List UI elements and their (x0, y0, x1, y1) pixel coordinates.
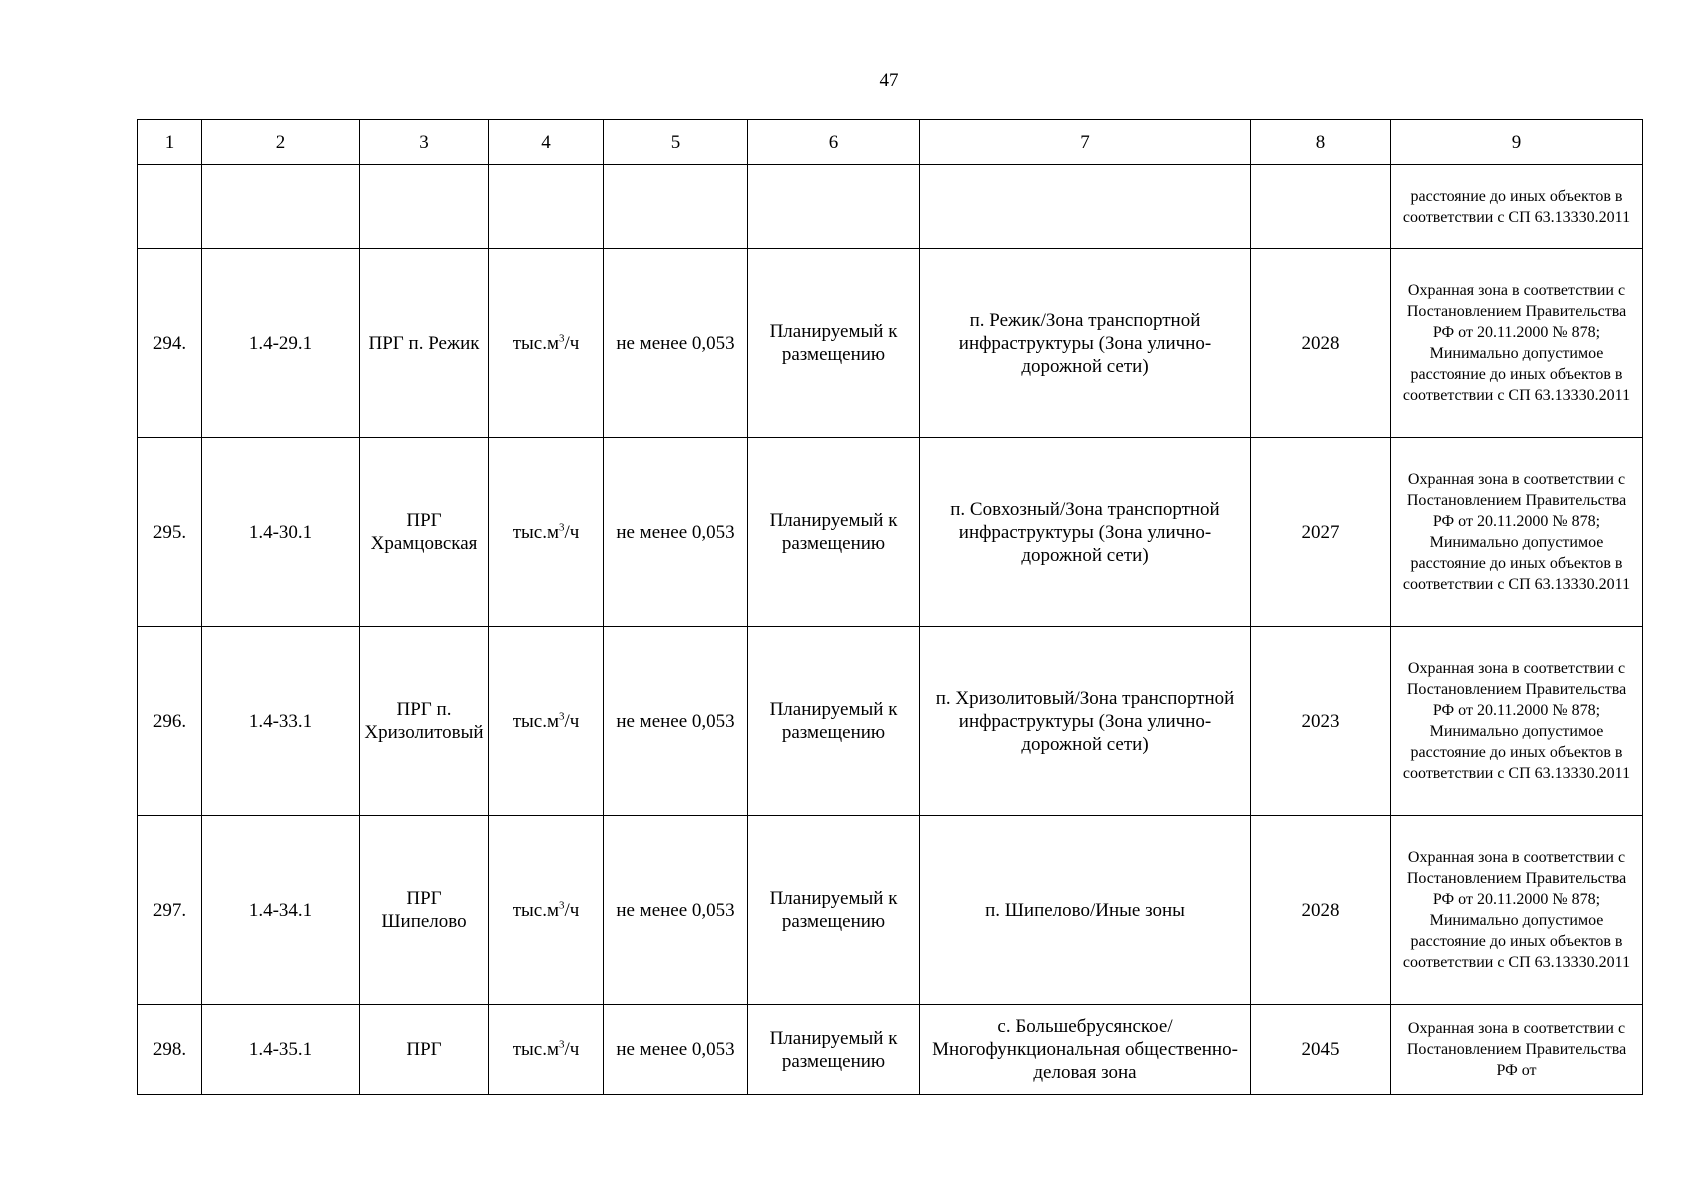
location-cell: п. Режик/Зона транспортной инфраструктуры (Зона улично-дорожной сети) (920, 249, 1251, 438)
unit-prefix: тыс.м (512, 332, 559, 354)
page-number: 47 (879, 70, 899, 91)
unit-prefix: тыс.м (512, 1039, 559, 1060)
header-row (138, 120, 1643, 165)
table-row (138, 249, 1643, 438)
notes-cell: Охранная зона в соответствии с Постановлением Правительства РФ от 20.11.2000 № 878; Минимально допустимое расстояние до иных объектов в соответствии с СП 63.13330.2011 (1391, 438, 1643, 627)
row-number-cell: 297. (138, 816, 202, 1005)
unit-cell (489, 816, 604, 1005)
header-cell: 6 (748, 120, 920, 165)
year-cell: 2028 (1251, 249, 1391, 438)
table-row (138, 438, 1643, 627)
header-cell: 7 (920, 120, 1251, 165)
empty-cell (604, 165, 748, 249)
unit-superscript: 3 (558, 521, 565, 534)
empty-cell (1251, 165, 1391, 249)
notes-cell: Охранная зона в соответствии с Постановлением Правительства РФ от 20.11.2000 № 878; Минимально допустимое расстояние до иных объектов в соответствии с СП 63.13330.2011 (1391, 816, 1643, 1005)
location-cell: с. Большебрусянское/Многофункциональная общественно-деловая зона (920, 1005, 1251, 1095)
row-number-cell: 295. (138, 438, 202, 627)
name-cell: ПРГ Храмцовская (360, 438, 489, 627)
row-number-cell: 296. (138, 627, 202, 816)
empty-cell (748, 165, 920, 249)
location-cell: п. Совхозный/Зона транспортной инфраструктуры (Зона улично-дорожной сети) (920, 438, 1251, 627)
notes-cell: расстояние до иных объектов в соответствии с СП 63.13330.2011 (1391, 165, 1643, 249)
header-cell: 1 (138, 120, 202, 165)
code-cell: 1.4-30.1 (202, 438, 360, 627)
code-cell: 1.4-35.1 (202, 1005, 360, 1095)
unit-suffix: /ч (564, 710, 580, 732)
status-cell: Планируемый к размещению (748, 249, 920, 438)
capacity-cell: не менее 0,053 (604, 816, 748, 1005)
status-cell: Планируемый к размещению (748, 438, 920, 627)
header-cell: 9 (1391, 120, 1643, 165)
header-cell: 5 (604, 120, 748, 165)
objects-table (137, 119, 1643, 1095)
table-row (138, 627, 1643, 816)
unit-cell (489, 1005, 604, 1095)
notes-cell: Охранная зона в соответствии с Постановлением Правительства РФ от 20.11.2000 № 878; Минимально допустимое расстояние до иных объектов в соответствии с СП 63.13330.2011 (1391, 627, 1643, 816)
continuation-row (138, 165, 1643, 249)
unit-prefix: тыс.м (512, 710, 559, 732)
unit-suffix: /ч (564, 899, 580, 921)
location-cell: п. Шипелово/Иные зоны (920, 816, 1251, 1005)
capacity-cell: не менее 0,053 (604, 627, 748, 816)
unit-superscript: 3 (558, 899, 565, 912)
status-cell: Планируемый к размещению (748, 1005, 920, 1095)
row-number-cell: 294. (138, 249, 202, 438)
unit-suffix: /ч (564, 1039, 580, 1060)
year-cell: 2023 (1251, 627, 1391, 816)
empty-cell (360, 165, 489, 249)
code-cell: 1.4-29.1 (202, 249, 360, 438)
unit-prefix: тыс.м (512, 521, 559, 543)
name-cell: ПРГ п. Режик (360, 249, 489, 438)
name-cell: ПРГ (360, 1005, 489, 1095)
row-number-cell: 298. (138, 1005, 202, 1095)
capacity-cell: не менее 0,053 (604, 249, 748, 438)
status-cell: Планируемый к размещению (748, 627, 920, 816)
unit-prefix: тыс.м (512, 899, 559, 921)
unit-suffix: /ч (564, 521, 580, 543)
code-cell: 1.4-33.1 (202, 627, 360, 816)
unit-superscript: 3 (558, 710, 565, 723)
header-cell: 3 (360, 120, 489, 165)
code-cell: 1.4-34.1 (202, 816, 360, 1005)
year-cell: 2028 (1251, 816, 1391, 1005)
unit-suffix: /ч (564, 332, 580, 354)
capacity-cell: не менее 0,053 (604, 438, 748, 627)
table-row (138, 1005, 1643, 1095)
empty-cell (202, 165, 360, 249)
unit-superscript: 3 (558, 332, 565, 345)
year-cell: 2027 (1251, 438, 1391, 627)
location-cell: п. Хризолитовый/Зона транспортной инфраструктуры (Зона улично-дорожной сети) (920, 627, 1251, 816)
name-cell: ПРГ Шипелово (360, 816, 489, 1005)
empty-cell (489, 165, 604, 249)
notes-cell: Охранная зона в соответствии с Постановлением Правительства РФ от 20.11.2000 № 878; Минимально допустимое расстояние до иных объектов в соответствии с СП 63.13330.2011 (1391, 249, 1643, 438)
unit-superscript: 3 (558, 1038, 565, 1051)
header-cell: 2 (202, 120, 360, 165)
year-cell: 2045 (1251, 1005, 1391, 1095)
empty-cell (138, 165, 202, 249)
unit-cell (489, 627, 604, 816)
capacity-cell: не менее 0,053 (604, 1005, 748, 1095)
name-cell: ПРГ п. Хризолитовый (360, 627, 489, 816)
empty-cell (920, 165, 1251, 249)
header-cell: 4 (489, 120, 604, 165)
unit-cell (489, 249, 604, 438)
table-row (138, 816, 1643, 1005)
status-cell: Планируемый к размещению (748, 816, 920, 1005)
notes-cell: Охранная зона в соответствии с Постановлением Правительства РФ от (1391, 1005, 1643, 1095)
header-cell: 8 (1251, 120, 1391, 165)
unit-cell (489, 438, 604, 627)
